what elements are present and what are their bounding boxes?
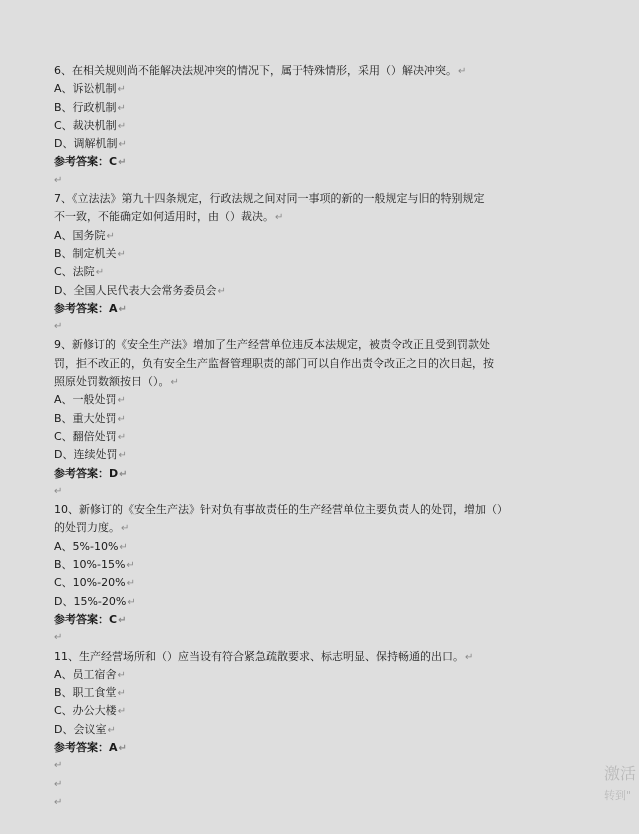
empty-paragraph (54, 794, 554, 812)
question-block (54, 648, 554, 776)
answer-option-text: B、职工食堂 (54, 686, 117, 700)
question-stem-line-text: 罚，拒不改正的，负有安全生产监督管理职责的部门可以自作出责令改正之日的次日起，按 (54, 356, 494, 370)
answer-option (54, 446, 554, 464)
paragraph-mark-icon: ↵ (117, 688, 126, 700)
answer-option-text: A、诉讼机制 (54, 82, 117, 96)
empty-paragraph (54, 483, 554, 501)
answer-option (54, 702, 554, 720)
answer-option-text: D、连续处罚 (54, 448, 118, 462)
paragraph-mark-icon: ↵ (117, 248, 126, 260)
answer-option (54, 574, 554, 592)
paragraph-mark-icon: ↵ (117, 84, 126, 96)
answer-option-text: B、重大处罚 (54, 411, 117, 425)
paragraph-mark-icon: ↵ (126, 560, 135, 572)
answer-option (54, 117, 554, 135)
answer-option (54, 428, 554, 446)
question-stem-line (54, 336, 554, 354)
answer-option (54, 684, 554, 702)
question-list (54, 62, 554, 812)
paragraph-mark-icon: ↵ (54, 778, 63, 790)
empty-paragraph (54, 757, 554, 775)
reference-answer (54, 611, 554, 629)
paragraph-mark-icon: ↵ (118, 450, 127, 462)
answer-option (54, 538, 554, 556)
paragraph-mark-icon: ↵ (458, 66, 467, 77)
paragraph-mark-icon: ↵ (118, 614, 127, 626)
answer-option-text: B、制定机关 (54, 246, 117, 260)
empty-paragraph (54, 629, 554, 647)
paragraph-mark-icon: ↵ (118, 742, 127, 754)
answer-option (54, 721, 554, 739)
question-stem-line-text: 照原处罚数额按日（）。 (54, 375, 170, 389)
answer-option-text: C、10%-20% (54, 576, 126, 590)
question-stem-line-text: 不一致，不能确定如何适用时，由（）裁决。 (54, 210, 274, 224)
answer-option-text: C、办公大楼 (54, 704, 117, 718)
paragraph-mark-icon: ↵ (127, 596, 136, 608)
paragraph-mark-icon: ↵ (118, 157, 127, 169)
reference-answer-text: 参考答案：C (54, 155, 118, 169)
paragraph-mark-icon: ↵ (117, 413, 126, 425)
answer-option (54, 263, 554, 281)
paragraph-mark-icon: ↵ (119, 541, 128, 553)
answer-option-text: C、翻倍处罚 (54, 429, 117, 443)
question-stem-line (54, 208, 554, 226)
answer-option-text: A、5%-10% (54, 539, 119, 553)
paragraph-mark-icon: ↵ (54, 632, 63, 644)
answer-option-text: A、国务院 (54, 228, 106, 242)
paragraph-mark-icon: ↵ (121, 523, 130, 535)
answer-option-text: D、会议室 (54, 722, 107, 736)
watermark-line-2: 转到" (604, 789, 632, 802)
paragraph-mark-icon: ↵ (217, 285, 226, 297)
question-stem-line (54, 648, 554, 666)
answer-option (54, 666, 554, 684)
paragraph-mark-icon: ↵ (119, 468, 128, 480)
question-stem-line-text: 6、在相关规则尚不能解决法规冲突的情况下，属于特殊情形，采用（）解决冲突。 (54, 64, 457, 77)
answer-option (54, 99, 554, 117)
empty-paragraph (54, 776, 554, 794)
paragraph-mark-icon: ↵ (117, 669, 126, 681)
answer-option (54, 410, 554, 428)
paragraph-mark-icon: ↵ (126, 578, 135, 590)
paragraph-mark-icon: ↵ (275, 212, 284, 224)
paragraph-mark-icon: ↵ (54, 485, 63, 497)
answer-option-text: D、15%-20% (54, 594, 127, 608)
empty-paragraph (54, 172, 554, 190)
answer-option (54, 282, 554, 300)
paragraph-mark-icon: ↵ (107, 724, 116, 736)
paragraph-mark-icon: ↵ (54, 760, 63, 772)
answer-option-text: C、法院 (54, 265, 95, 279)
reference-answer-text: 参考答案：D (54, 466, 119, 480)
reference-answer (54, 739, 554, 757)
paragraph-mark-icon: ↵ (118, 139, 127, 151)
paragraph-mark-icon: ↵ (117, 706, 127, 718)
reference-answer (54, 300, 554, 318)
answer-option-text: A、员工宿舍 (54, 667, 117, 681)
answer-option (54, 227, 554, 245)
answer-option-text: A、一般处罚 (54, 393, 117, 407)
question-stem-line (54, 62, 554, 80)
answer-option-text: D、调解机制 (54, 137, 118, 151)
answer-option (54, 245, 554, 263)
question-block (54, 336, 554, 501)
question-stem-line-text: 7、《立法法》第九十四条规定，行政法规之间对同一事项的新的一般规定与旧的特别规定 (54, 192, 485, 206)
paragraph-mark-icon: ↵ (95, 267, 105, 279)
reference-answer-text: 参考答案：C (54, 612, 118, 626)
reference-answer-text: 参考答案：A (54, 301, 118, 315)
question-stem-line (54, 190, 554, 208)
answer-option-text: D、全国人民代表大会常务委员会 (54, 283, 217, 297)
paragraph-mark-icon: ↵ (117, 102, 126, 114)
question-stem-line-text: 9、新修订的《安全生产法》增加了生产经营单位违反本法规定，被责令改正且受到罚款处 (54, 338, 490, 352)
empty-paragraph (54, 318, 554, 336)
paragraph-mark-icon: ↵ (54, 796, 63, 808)
paragraph-mark-icon: ↵ (117, 431, 127, 443)
activation-watermark (604, 764, 636, 804)
paragraph-mark-icon: ↵ (54, 321, 63, 333)
question-stem-line-text: 10、新修订的《安全生产法》针对负有事故责任的生产经营单位主要负责人的处罚，增加（） (54, 503, 508, 517)
answer-option-text: C、裁决机制 (54, 118, 117, 132)
answer-option (54, 391, 554, 409)
answer-option-text: B、10%-15% (54, 558, 126, 572)
paragraph-mark-icon: ↵ (170, 377, 179, 389)
paragraph-mark-icon: ↵ (117, 120, 127, 132)
watermark-line-1: 激活 (604, 764, 637, 783)
question-stem-line-text: 的处罚力度。 (54, 521, 120, 535)
answer-option (54, 80, 554, 98)
paragraph-mark-icon: ↵ (106, 230, 115, 242)
paragraph-mark-icon: ↵ (54, 174, 63, 186)
question-stem-line-text: 11、生产经营场所和（）应当设有符合紧急疏散要求、标志明显、保持畅通的出口。 (54, 649, 464, 663)
reference-answer-text: 参考答案：A (54, 740, 118, 754)
answer-option (54, 593, 554, 611)
question-block (54, 190, 554, 336)
paragraph-mark-icon: ↵ (117, 395, 126, 407)
question-stem-line (54, 355, 554, 373)
reference-answer (54, 465, 554, 483)
answer-option (54, 135, 554, 153)
question-stem-line (54, 373, 554, 391)
paragraph-mark-icon: ↵ (465, 651, 474, 663)
question-block (54, 62, 554, 190)
paragraph-mark-icon: ↵ (118, 303, 127, 315)
question-stem-line (54, 501, 554, 519)
reference-answer (54, 153, 554, 171)
answer-option-text: B、行政机制 (54, 100, 117, 114)
question-stem-line (54, 519, 554, 537)
question-block (54, 501, 554, 647)
answer-option (54, 556, 554, 574)
